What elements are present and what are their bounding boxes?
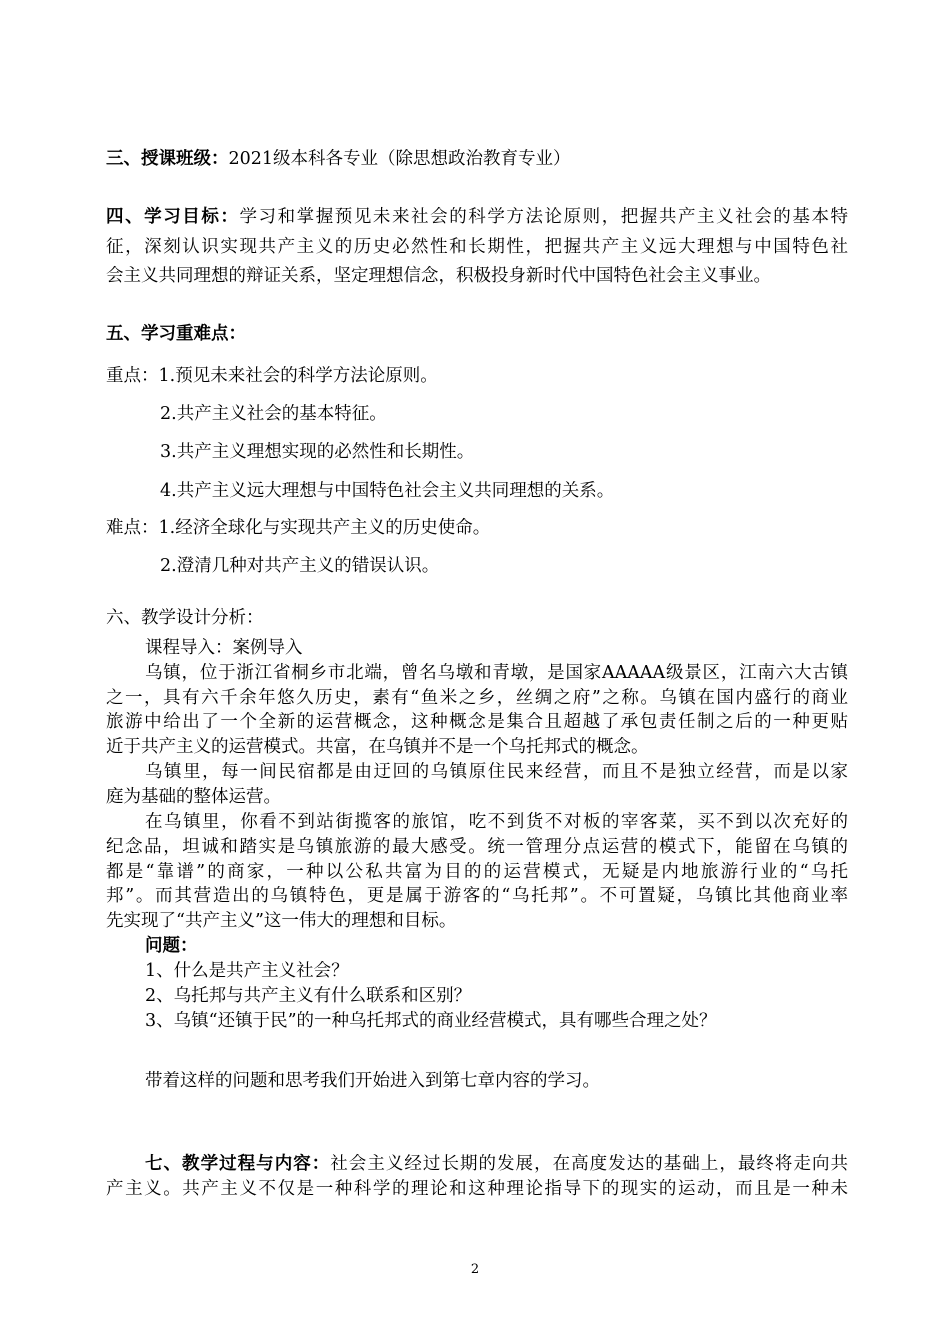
case-paragraph-3-line-5: 先实现了“共产主义”这一伟大的理想和目标。: [106, 911, 457, 931]
section-4-heading: 四、学习目标：: [106, 207, 240, 227]
section-4-line-1: 四、学习目标：学习和掌握预见未来社会的科学方法论原则，把握共产主义社会的基本特: [106, 207, 849, 227]
course-intro: 课程导入：案例导入: [145, 638, 303, 658]
question-3: 3、乌镇“还镇于民”的一种乌托邦式的商业经营模式，具有哪些合理之处？: [145, 1011, 717, 1031]
case-paragraph-3-line-3: 都是“靠谱”的商家，一种以公私共富为目的的运营模式，无疑是内地旅游行业的“乌托: [106, 862, 848, 882]
difficult-points-line-1: 难点：1.经济全球化与实现共产主义的历史使命。: [106, 518, 491, 538]
page-number: 2: [470, 1262, 480, 1277]
section-4-line-2: 征，深刻认识实现共产主义的历史必然性和长期性，把握共产主义远大理想与中国特色社: [106, 237, 848, 257]
key-point-2: 2.共产主义社会的基本特征。: [160, 404, 387, 424]
key-point-4: 4.共产主义远大理想与中国特色社会主义共同理想的关系。: [160, 481, 615, 501]
questions-heading: 问题：: [145, 936, 198, 956]
case-paragraph-2-line-2: 庭为基础的整体运营。: [106, 787, 281, 807]
case-paragraph-3-line-4: 邦”。而其营造出的乌镇特色，更是属于游客的“乌托邦”。不可置疑，乌镇比其他商业率: [106, 886, 848, 906]
section-4-line-3: 会主义共同理想的辩证关系，坚定理想信念，积极投身新时代中国特色社会主义事业。: [106, 266, 771, 286]
difficult-points-label: 难点：: [106, 518, 159, 538]
key-point-3: 3.共产主义理想实现的必然性和长期性。: [160, 442, 475, 462]
question-2: 2、乌托邦与共产主义有什么联系和区别？: [145, 986, 472, 1006]
case-paragraph-3-line-2: 纪念品，坦诚和踏实是乌镇旅游的最大感受。统一管理分点运营的模式下，能留在乌镇的: [106, 837, 848, 857]
section-3-line: [106, 148, 848, 170]
key-points-label: 重点：: [106, 366, 159, 386]
section-6-heading: 六、教学设计分析：: [106, 608, 264, 628]
section-3-heading: 三、授课班级：: [106, 149, 229, 169]
section-3-body: 2021级本科各专业（除思想政治教育专业）: [228, 149, 571, 169]
transition-sentence: 带着这样的问题和思考我们开始进入到第七章内容的学习。: [145, 1071, 600, 1091]
case-paragraph-1-line-1: 乌镇，位于浙江省桐乡市北端，曾名乌墩和青墩，是国家AAAAA级景区，江南六大古镇: [145, 663, 848, 683]
key-points-line-1: 重点：1.预见未来社会的科学方法论原则。: [106, 366, 438, 386]
case-paragraph-3-line-1: 在乌镇里，你看不到站街揽客的旅馆，吃不到货不对板的宰客菜，买不到以次充好的: [145, 812, 848, 832]
section-7-heading: 七、教学过程与内容：: [145, 1154, 331, 1174]
section-7-line-1: 七、教学过程与内容：社会主义经过长期的发展，在高度发达的基础上，最终将走向共: [145, 1154, 849, 1174]
case-paragraph-1-line-4: 近于共产主义的运营模式。共富，在乌镇并不是一个乌托邦式的概念。: [106, 737, 649, 757]
section-7-line-2: 产主义。共产主义不仅是一种科学的理论和这种理论指导下的现实的运动，而且是一种未: [106, 1179, 848, 1199]
difficult-point-2: 2.澄清几种对共产主义的错误认识。: [160, 556, 440, 576]
case-paragraph-2-line-1: 乌镇里，每一间民宿都是由迂回的乌镇原住民来经营，而且不是独立经营，而是以家: [145, 762, 848, 782]
section-5-heading: 五、学习重难点：: [106, 324, 246, 344]
case-paragraph-1-line-2: 之一，具有六千余年悠久历史，素有“鱼米之乡，丝绸之府”之称。乌镇在国内盛行的商业: [106, 688, 848, 708]
case-paragraph-1-line-3: 旅游中给出了一个全新的运营概念，这种概念是集合且超越了承包责任制之后的一种更贴: [106, 712, 848, 732]
question-1: 1、什么是共产主义社会？: [145, 961, 349, 981]
